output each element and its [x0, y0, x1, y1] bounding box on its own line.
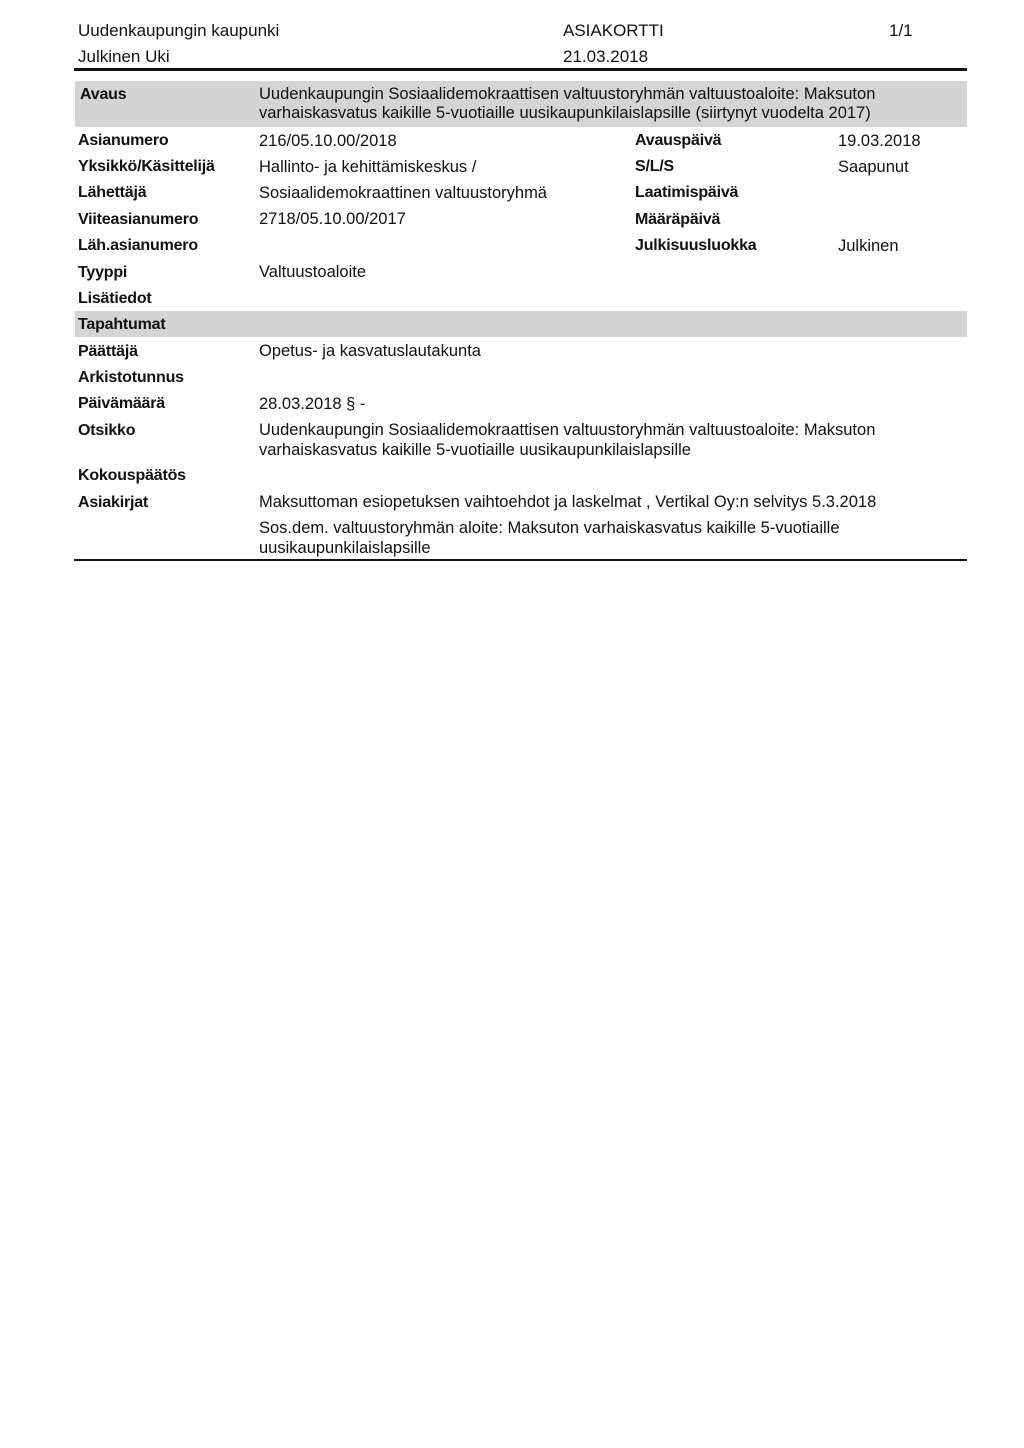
- maarapaiva-label: Määräpäivä: [635, 211, 721, 228]
- otsikko-text-line1: Uudenkaupungin Sosiaalidemokraattisen valtuustoryhmän valtuustoaloite: Maksuton: [259, 421, 876, 439]
- asiakirja-item-1: Maksuttoman esiopetuksen vaihtoehdot ja laskelmat , Vertikal Oy:n selvitys 5.3.2018: [259, 493, 877, 511]
- paivamaara-label: Päivämäärä: [78, 395, 165, 412]
- arkistotunnus-label: Arkistotunnus: [78, 369, 184, 386]
- asiakirja-item-2-line1: Sos.dem. valtuustoryhmän aloite: Maksuton varhaiskasvatus kaikille 5-vuotiaille: [259, 519, 840, 537]
- paattaja-value: Opetus- ja kasvatuslautakunta: [259, 342, 481, 360]
- asiakirjat-label: Asiakirjat: [78, 494, 149, 511]
- publicity-label: Julkinen Uki: [78, 47, 170, 66]
- viiteasianumero-label: Viiteasianumero: [78, 211, 199, 228]
- lisatiedot-label: Lisätiedot: [78, 290, 152, 307]
- document-type: ASIAKORTTI: [563, 21, 664, 40]
- julkisuusluokka-label: Julkisuusluokka: [635, 237, 757, 254]
- footer-rule: [74, 559, 967, 561]
- sls-value: Saapunut: [838, 158, 909, 176]
- lahettaja-value: Sosiaalidemokraattinen valtuustoryhmä: [259, 184, 547, 202]
- tapahtumat-band: [75, 311, 967, 337]
- asianumero-value: 216/05.10.00/2018: [259, 132, 397, 150]
- sls-label: S/L/S: [635, 158, 675, 175]
- paattaja-label: Päättäjä: [78, 343, 138, 360]
- asiakirja-item-2-line2: uusikaupunkilaislapsille: [259, 539, 431, 557]
- organization-name: Uudenkaupungin kaupunki: [78, 21, 280, 40]
- header-rule: [74, 68, 967, 71]
- document-date: 21.03.2018: [563, 47, 649, 66]
- avaus-label: Avaus: [80, 86, 127, 103]
- lah-asianumero-label: Läh.asianumero: [78, 237, 198, 254]
- avauspaiva-value: 19.03.2018: [838, 132, 921, 150]
- laatimispaiva-label: Laatimispäivä: [635, 184, 739, 201]
- page-number: 1/1: [889, 21, 913, 40]
- julkisuusluokka-value: Julkinen: [838, 237, 899, 255]
- yksikko-label: Yksikkö/Käsittelijä: [78, 158, 215, 175]
- lahettaja-label: Lähettäjä: [78, 184, 147, 201]
- viiteasianumero-value: 2718/05.10.00/2017: [259, 210, 406, 228]
- tyyppi-value: Valtuustoaloite: [259, 263, 367, 281]
- otsikko-label: Otsikko: [78, 422, 136, 439]
- kokouspaatos-label: Kokouspäätös: [78, 467, 186, 484]
- yksikko-value: Hallinto- ja kehittämiskeskus /: [259, 158, 477, 176]
- tyyppi-label: Tyyppi: [78, 264, 128, 281]
- avaus-text-line1: Uudenkaupungin Sosiaalidemokraattisen valtuustoryhmän valtuustoaloite: Maksuton: [259, 85, 876, 103]
- avauspaiva-label: Avauspäivä: [635, 132, 722, 149]
- asianumero-label: Asianumero: [78, 132, 169, 149]
- otsikko-text-line2: varhaiskasvatus kaikille 5-vuotiaille uusikaupunkilaislapsille: [259, 441, 691, 459]
- paivamaara-value: 28.03.2018 § -: [259, 395, 366, 413]
- tapahtumat-label: Tapahtumat: [78, 316, 166, 333]
- avaus-text-line2: varhaiskasvatus kaikille 5-vuotiaille uusikaupunkilaislapsille (siirtynyt vuodelta 2017): [259, 104, 871, 122]
